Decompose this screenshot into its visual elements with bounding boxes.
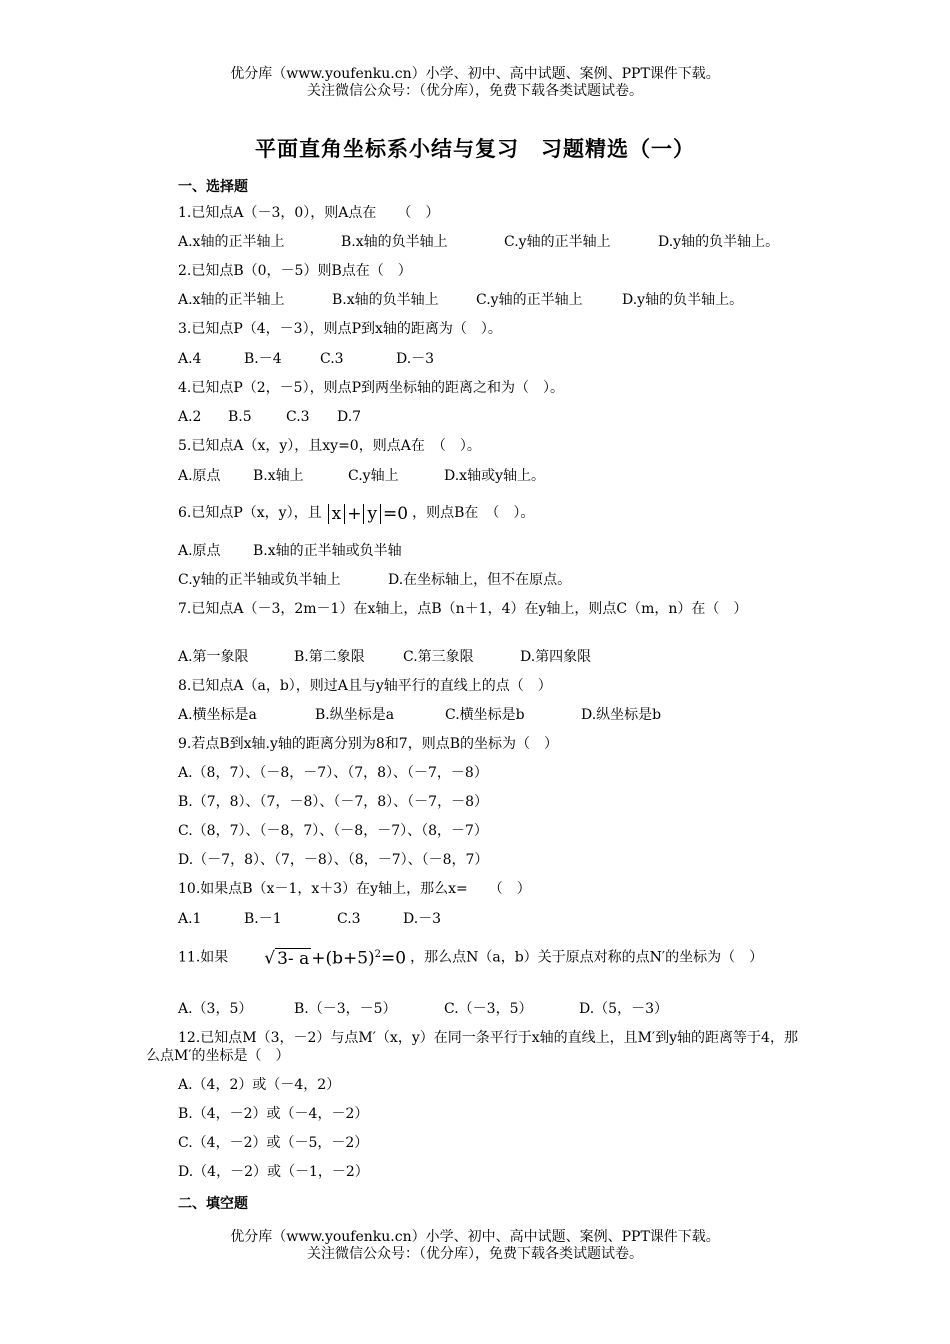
math-plus: + [347, 504, 362, 524]
option-b: B.－1 [244, 911, 282, 927]
stem-text: 11.如果 [178, 949, 229, 966]
question-12-stem: 12.已知点M（3，－2）与点M′（x，y）在同一条平行于x轴的直线上，且M′到y轴的距离等于4，那么点M′的坐标是（ ） [146, 1030, 798, 1064]
footer-line-1: 优分库（www.youfenku.cn）小学、初中、高中试题、案例、PPT课件下载。 [230, 1229, 720, 1245]
option-a: A.原点 [178, 468, 221, 484]
stem-text: 6.已知点P（x，y），且 [178, 505, 322, 521]
option-a: A.横坐标是a [178, 707, 257, 723]
section-heading-choice: 一、选择题 [178, 179, 248, 195]
option-a: A.2 [178, 409, 202, 425]
math-eq: =0 [381, 948, 407, 969]
question-7-stem: 7.已知点A（－3，2m－1）在x轴上，点B（n＋1，4）在y轴上，则点C（m，n）在（ ） [178, 601, 748, 617]
question-9-option-c: C.（8，7）、（－8，7）、（－8，－7）、（8，－7） [178, 823, 488, 839]
question-7-options [178, 648, 591, 666]
question-8-options [178, 706, 661, 724]
option-c: C.y轴的正半轴或负半轴上 [178, 572, 341, 588]
option-a: A.（3，5） [178, 1001, 253, 1017]
option-c: C.y轴的正半轴上 [504, 234, 611, 250]
stem-text-end: ，那么点N（a，b）关于原点对称的点N′的坐标为（ ） [410, 949, 764, 966]
sqrt-term: 3- a [277, 948, 310, 969]
option-d: D.纵坐标是b [581, 707, 662, 723]
option-c: C.（－3，5） [444, 1001, 533, 1017]
question-9-option-b: B.（7，8）、（7，－8）、（－7，8）、（－7，－8） [178, 794, 488, 810]
option-c: C.y轴的正半轴上 [476, 292, 583, 308]
option-a: A.1 [178, 911, 202, 927]
page-title: 平面直角坐标系小结与复习 习题精选（一） [255, 137, 695, 161]
stem-text-end: ，则点B在 （ ）。 [412, 505, 535, 521]
option-b: B.x轴的正半轴或负半轴 [253, 543, 402, 559]
question-3-options [178, 350, 434, 368]
abs-y: y [363, 504, 381, 524]
question-3-stem: 3.已知点P（4，－3），则点P到x轴的距离为（ ）。 [178, 321, 502, 337]
option-d: D.－3 [403, 911, 442, 927]
abs-x: x [328, 504, 346, 524]
math-formula [326, 505, 409, 523]
option-d: D.7 [337, 409, 362, 425]
section-heading-fill: 二、填空题 [178, 1196, 248, 1212]
option-b: B.5 [228, 409, 252, 425]
question-5-options [178, 467, 545, 485]
question-1-stem: 1.已知点A（－3，0），则A点在 （ ） [178, 205, 440, 221]
option-d: D.x轴或y轴上。 [444, 468, 545, 484]
math-formula: √ 3- $a +(b+5)^2=0$ [264, 948, 407, 969]
option-d: D.（5，－3） [579, 1001, 668, 1017]
option-b: B.纵坐标是a [315, 707, 395, 723]
option-d: D.在坐标轴上，但不在原点。 [388, 572, 572, 588]
option-d: D.－3 [396, 351, 435, 367]
option-c: C.3 [320, 351, 344, 367]
question-12-option-d: D.（4，－2）或（－1，－2） [178, 1164, 369, 1180]
question-12-option-b: B.（4，－2）或（－4，－2） [178, 1106, 369, 1122]
question-12-option-a: A.（4，2）或（－4，2） [178, 1077, 341, 1093]
question-9-option-d: D.（－7，8）、（7，－8）、（8，－7）、（－8，7） [178, 852, 489, 868]
footer-line-2: 关注微信公众号：（优分库），免费下载各类试题试卷。 [307, 1246, 643, 1262]
question-9-stem: 9.若点B到x轴.y轴的距离分别为8和7，则点B的坐标为（ ） [178, 736, 559, 752]
question-6-options-1 [178, 542, 402, 560]
question-4-options [178, 408, 361, 426]
option-c: C.3 [337, 911, 361, 927]
option-a: A.原点 [178, 543, 221, 559]
option-c: C.3 [286, 409, 310, 425]
question-4-stem: 4.已知点P（2，－5），则点P到两坐标轴的距离之和为（ ）。 [178, 380, 565, 396]
option-b: B.x轴的负半轴上 [332, 292, 439, 308]
option-d: D.第四象限 [520, 649, 592, 665]
page-footer [0, 1229, 950, 1263]
option-b: B.－4 [244, 351, 282, 367]
option-a: A.x轴的正半轴上 [178, 234, 285, 250]
option-b: B.x轴的负半轴上 [341, 234, 448, 250]
option-d: D.y轴的负半轴上。 [622, 292, 744, 308]
question-10-stem: 10.如果点B（x－1，x＋3）在y轴上，那么x= （ ） [178, 881, 531, 897]
question-10-options [178, 910, 441, 928]
question-11-stem [146, 946, 806, 968]
header-line-2: 关注微信公众号：（优分库），免费下载各类试题试卷。 [307, 83, 643, 99]
question-6-options-2 [178, 571, 571, 589]
question-2-stem: 2.已知点B（0，－5）则B点在（ ） [178, 263, 412, 279]
math-eq: =0 [383, 504, 409, 524]
option-c: C.第三象限 [403, 649, 474, 665]
option-b: B.x轴上 [253, 468, 304, 484]
header-line-1: 优分库（www.youfenku.cn）小学、初中、高中试题、案例、PPT课件下载。 [230, 66, 720, 82]
option-a: A.4 [178, 351, 202, 367]
math-square-term: +(b+5) [311, 948, 375, 969]
option-c: C.y轴上 [348, 468, 399, 484]
question-8-stem: 8.已知点A（a，b），则过A且与y轴平行的直线上的点（ ） [178, 678, 552, 694]
question-5-stem: 5.已知点A（x，y），且xy=0，则点A在 （ ）。 [178, 438, 481, 454]
question-9-option-a: A.（8，7）、（－8，－7）、（7，8）、（－7，－8） [178, 765, 488, 781]
option-d: D.y轴的负半轴上。 [658, 234, 780, 250]
page-header [0, 66, 950, 100]
option-b: B.（－3，－5） [294, 1001, 397, 1017]
question-12-option-c: C.（4，－2）或（－5，－2） [178, 1135, 369, 1151]
option-b: B.第二象限 [294, 649, 365, 665]
math-exponent: 2 [374, 949, 382, 960]
question-6-stem [178, 504, 534, 523]
question-11-options [178, 1000, 668, 1018]
option-c: C.横坐标是b [445, 707, 525, 723]
option-a: A.第一象限 [178, 649, 249, 665]
question-1-options [178, 233, 779, 251]
option-a: A.x轴的正半轴上 [178, 292, 285, 308]
question-2-options [178, 291, 743, 309]
